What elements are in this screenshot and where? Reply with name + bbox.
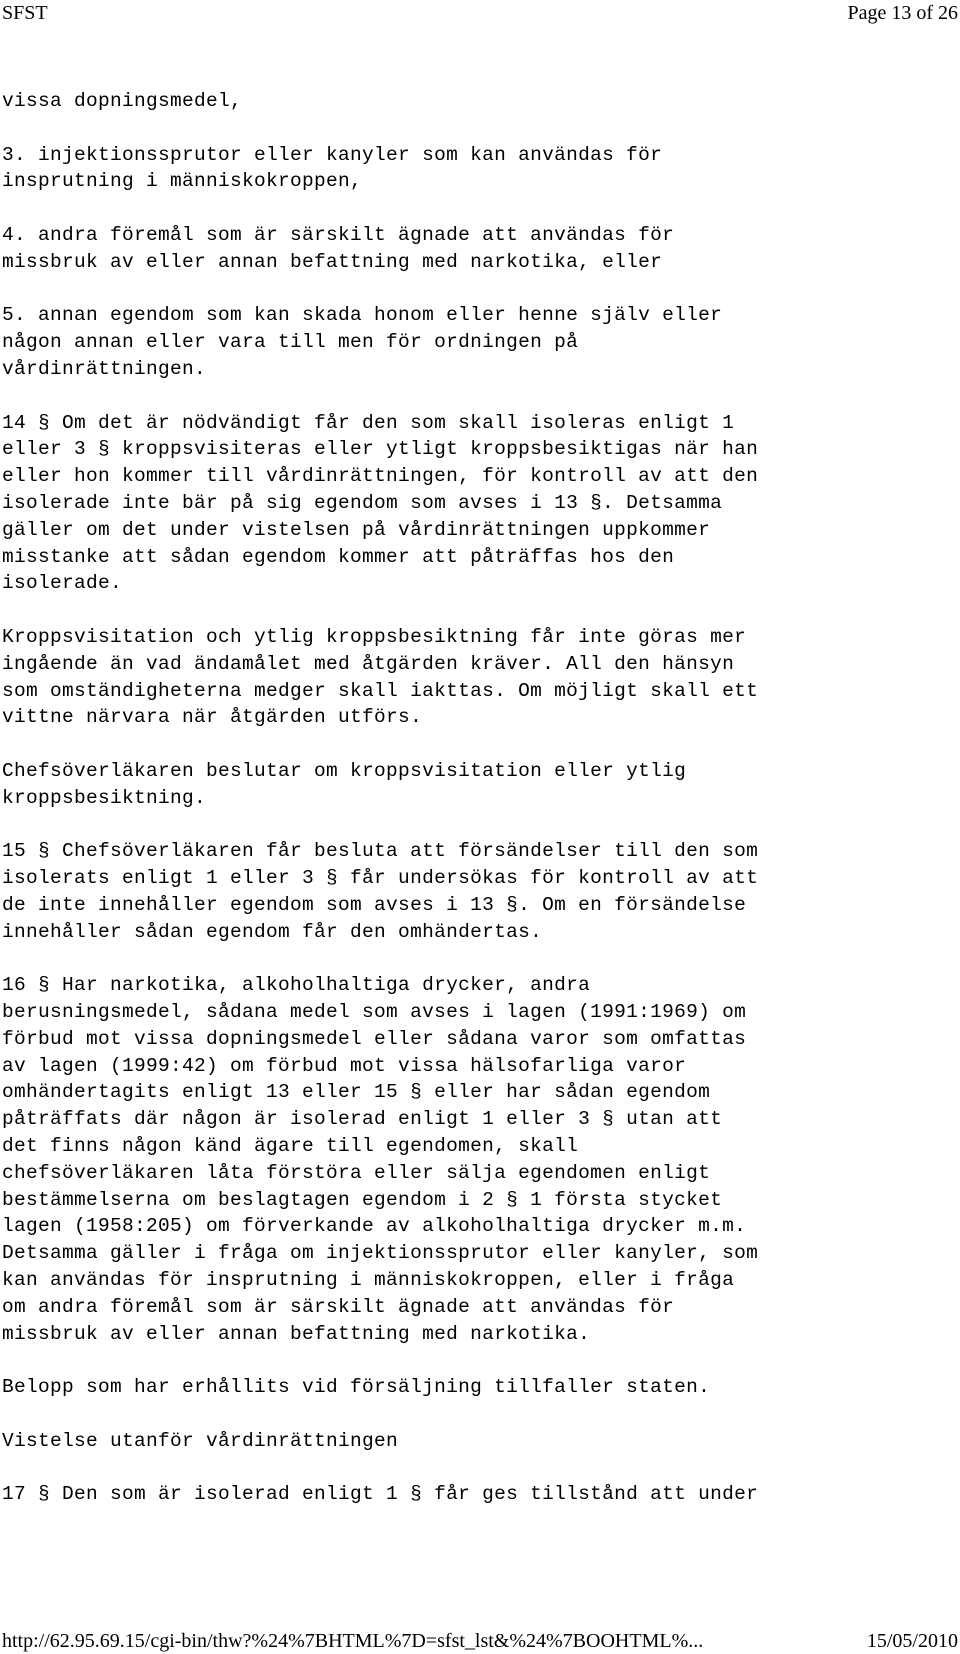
paragraph-6: Kroppsvisitation och ytlig kroppsbesiktning får inte göras mer ingående än vad ändamålet med åtgärden kräver. All den hänsyn som omständigheterna medger skall iakttas. Om möjligt skall ett vittne närvara när åtgärden utförs. xyxy=(2,625,759,729)
section-heading: Vistelse utanför vårdinrättningen xyxy=(2,1429,399,1452)
header-page-number: Page 13 of 26 xyxy=(847,2,958,24)
paragraph-1: vissa dopningsmedel, xyxy=(2,90,243,112)
paragraph-12: 17 § Den som är isolerad enligt 1 § får ges tillstånd att under xyxy=(2,1483,759,1506)
page-footer xyxy=(0,1628,960,1654)
paragraph-9: 16 § Har narkotika, alkoholhaltiga drycker, andra berusningsmedel, sådana medel som avses i lagen (1991:1969) om förbud mot vissa dopningsmedel eller sådana varor som omfattas av lagen (1999:42) om förbud mot vissa hälsofarliga varor omhändertagits enligt 13 eller 15 § eller har sådan egendom påträffats där någon är isolerad enligt 1 eller 3 § utan att det finns någon känd ägare till egendomen, skall chefsöverläkaren låta förstöra eller sälja egendomen enligt bestämmelserna om beslagtagen egendom i 2 § 1 första stycket lagen (1958:205) om förverkande av alkoholhaltiga drycker m.m. Detsamma gäller i fråga om injektionssprutor eller kanyler, som kan användas för insprutning i människokroppen, eller i fråga om andra föremål som är särskilt ägnade att användas för missbruk av eller annan befattning med narkotika. xyxy=(2,974,759,1345)
page-header xyxy=(0,0,960,26)
paragraph-3: 4. andra föremål som är särskilt ägnade att användas för missbruk av eller annan befattning med narkotika, eller xyxy=(2,223,675,273)
paragraph-10: Belopp som har erhållits vid försäljning tillfaller staten. xyxy=(2,1376,711,1399)
footer-date: 15/05/2010 xyxy=(866,1630,958,1652)
paragraph-4: 5. annan egendom som kan skada honom eller henne själv eller någon annan eller vara till men för ordningen på vårdinrättningen. xyxy=(2,304,723,380)
paragraph-2: 3. injektionssprutor eller kanyler som kan användas för insprutning i människokroppen, xyxy=(2,143,663,193)
footer-url: http://62.95.69.15/cgi-bin/thw?%24%7BHTML%7D=sfst_lst&%24%7BOOHTML%... xyxy=(2,1630,704,1652)
paragraph-5: 14 § Om det är nödvändigt får den som skall isoleras enligt 1 eller 3 § kroppsvisiteras eller ytligt kroppsbesiktigas när han eller hon kommer till vårdinrättningen, för kontroll av att den isolerade inte bär på sig egendom som avses i 13 §. Detsamma gäller om det under vistelsen på vårdinrättningen uppkommer misstanke att sådan egendom kommer att påträffas hos den isolerade. xyxy=(2,411,759,595)
paragraph-7: Chefsöverläkaren beslutar om kroppsvisitation eller ytlig kroppsbesiktning. xyxy=(2,759,687,809)
paragraph-8: 15 § Chefsöverläkaren får besluta att försändelser till den som isolerats enligt 1 eller 3 § får undersökas för kontroll av att de inte innehåller egendom som avses i 13 §. Om en försändelse innehåller sådan egendom får den omhändertas. xyxy=(2,840,759,943)
document-body xyxy=(2,88,952,1535)
header-title: SFST xyxy=(2,2,48,24)
